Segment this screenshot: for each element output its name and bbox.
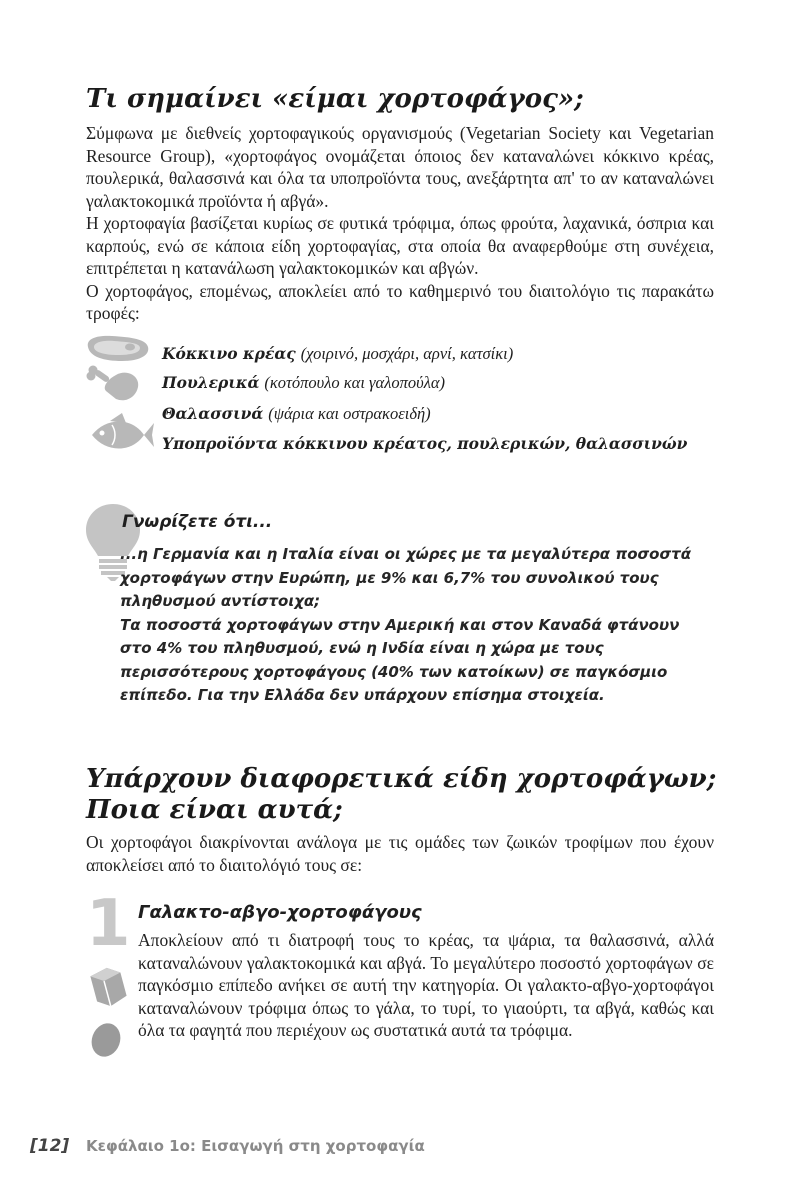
food-detail: (ψάρια και οστρακοειδή) [268, 404, 431, 423]
type-number: 1 [86, 887, 131, 961]
section-title: Τι σημαίνει «είμαι χορτοφάγος»; [86, 84, 584, 114]
food-term: Πουλερικά [162, 373, 260, 392]
fact-text: Τα ποσοστά χορτοφάγων στην Αμερική και στον Καναδά φτάνουν στο 4% του πληθυσμού, ενώ η Ινδία είναι η χώρα με τους περισσότερους χορτοφάγους (40% των κατοίκων) σε παγκόσμιο επίπεδο. Για την Ελλάδα δεν υπάρχουν επίσημα στοιχεία. [120, 615, 680, 704]
food-detail: (κοτόπουλο και γαλοπούλα) [264, 373, 445, 392]
chapter-title: Κεφάλαιο 1ο: Εισαγωγή στη χορτοφαγία [86, 1137, 425, 1155]
paragraph: Σύμφωνα με διεθνείς χορτοφαγικούς οργανισμούς (Vegetarian Society και Vegetarian Resource Group), «χορτοφάγος ονομάζεται όποιος δεν καταναλώνει κόκκινο κρέας, πουλερικά, θαλασσινά και όλα τα υποπροϊόντα τους, ανεξάρτητα απ' το αν καταναλώνει γαλακτοκομικά προϊόντα ή αβγά». [86, 123, 714, 211]
fish-icon [92, 413, 154, 449]
paragraph: Ο χορτοφάγος, επομένως, αποκλείει από το καθημερινό του διαιτολόγιο τις παρακάτω τροφές: [86, 280, 714, 323]
milk-carton-icon [89, 965, 128, 1009]
types-intro [86, 831, 714, 876]
food-term: Κόκκινο κρέας [162, 344, 296, 363]
section-title-line: Υπάρχουν διαφορετικά είδη χορτοφάγων; [86, 764, 717, 794]
chicken-leg-icon [87, 366, 139, 401]
did-you-know-text [120, 543, 710, 708]
type-title: Γαλακτο-αβγο-χορτοφάγους [138, 902, 422, 923]
egg-icon [87, 1019, 125, 1060]
section-title [86, 764, 716, 826]
food-icons [82, 333, 154, 461]
intro-text-block [86, 122, 714, 325]
type-icons [84, 964, 134, 1060]
food-term: Θαλασσινά [162, 404, 264, 423]
section-title-line: Ποια είναι αυτά; [86, 795, 343, 826]
paragraph: Οι χορτοφάγοι διακρίνονται ανάλογα με τις ομάδες των ζωικών τροφίμων που έχουν αποκλείσει από το διαιτολόγιό τους σε: [86, 832, 714, 875]
list-item [162, 372, 445, 394]
list-item [162, 403, 431, 425]
paragraph: Αποκλείουν από τι διατροφή τους το κρέας, τα ψάρια, τα θαλασσινά, αλλά καταναλώνουν γαλακτοκομικά και αβγά. Το μεγαλύτερο ποσοστό χορτοφάγων σε παγκόσμιο επίπεδο ανήκει σε αυτή την κατηγορία. Οι γαλακτο-αβγο-χορτοφάγοι καταναλώνουν τρόφιμα όπως το γάλα, το τυρί, το γιαούρτι, τα αβγά, καθώς και όλα τα φαγητά που περιέχουν ως συστατικά αυτά τα τρόφιμα. [138, 930, 714, 1040]
list-item [162, 433, 687, 455]
food-term: Υποπροϊόντα κόκκινου κρέατος, πουλερικών, θαλασσινών [162, 434, 688, 453]
paragraph: Η χορτοφαγία βασίζεται κυρίως σε φυτικά τρόφιμα, όπως φρούτα, λαχανικά, όσπρια και καρπούς, ενώ σε κάποια είδη χορτοφαγίας, στα οποία θα αναφερθούμε στη συνέχεια, επιτρέπεται η κατανάλωση γαλακτοκομικών και αβγών. [86, 213, 714, 278]
food-detail: (χοιρινό, μοσχάρι, αρνί, κατσίκι) [300, 344, 514, 363]
type-description [138, 929, 714, 1042]
page-number: [12] [30, 1136, 70, 1156]
did-you-know-title: Γνωρίζετε ότι... [122, 512, 273, 532]
steak-icon [88, 336, 149, 361]
list-item [162, 343, 513, 365]
fact-text: ...η Γερμανία και η Ιταλία είναι οι χώρες με τα μεγαλύτερα ποσοστά χορτοφάγων στην Ευρώπη, με 9% και 6,7% του συνολικού τους πληθυσμού αντίστοιχα; [120, 545, 692, 610]
